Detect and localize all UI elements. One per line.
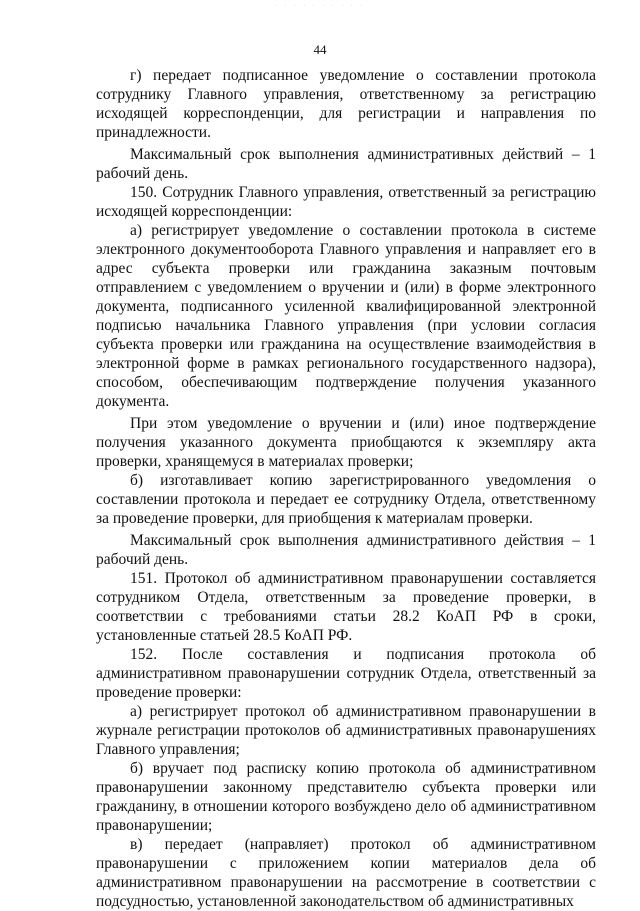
paragraph-deadline-2: Максимальный срок выполнения административного действия – 1 рабочий день. [96,532,596,568]
paragraph-152-a: а) регистрирует протокол об административном правонарушении в журнале регистрации протоколов об административных правонарушениях Главного управления; [96,703,596,758]
paragraph-152: 152. После составления и подписания протокола об административном правонарушении сотрудник Отдела, ответственный за проведение проверки: [96,646,596,701]
paragraph-150-b: б) изготавливает копию зарегистрированного уведомления о составлении протокола и передает ее сотруднику Отдела, ответственному за проведение проверки, для приобщения к материалам проверки. [96,472,596,527]
paragraph-g-sends-notice: г) передает подписанное уведомление о составлении протокола сотруднику Главного управления, ответственному за регистрацию исходящей корреспонденции, для регистрации и направления по принадлежности. [96,67,596,141]
scan-artifact: · · · · · · · · · · [274,3,366,9]
document-body [96,66,596,911]
paragraph-151: 151. Протокол об административном правонарушении составляется сотрудником Отдела, ответственным за проведение проверки, в соответствии с требованиями статьи 28.2 КоАП РФ в сроки, установленные статьей 28.5 КоАП РФ. [96,570,596,644]
paragraph-152-v: в) передает (направляет) протокол об административном правонарушении с приложением копии материалов дела об административном правонарушении на рассмотрение в соответствии с подсудностью, установленной законодательством об административных [96,836,596,910]
paragraph-deadline-1: Максимальный срок выполнения административных действий – 1 рабочий день. [96,146,596,182]
paragraph-152-b: б) вручает под расписку копию протокола об административном правонарушении законному представителю субъекта проверки или гражданину, в отношении которого возбуждено дело об административном правонарушении; [96,760,596,834]
paragraph-150: 150. Сотрудник Главного управления, ответственный за регистрацию исходящей корреспонденции: [96,184,596,220]
paragraph-150-a: а) регистрирует уведомление о составлении протокола в системе электронного документооборота Главного управления и направляет его в адрес субъекта проверки или гражданина заказным почтовым отправлением с уведомлением о вручении и (или) в форме электронного документа, подписанного усиленной квалифицированной электронной подписью начальника Главного управления (при условии согласия субъекта проверки или гражданина на осуществление взаимодействия в электронной форме в рамках регионального государственного надзора), способом, обеспечивающим подтверждение получения указанного документа. [96,222,596,410]
page-number: 44 [313,42,327,57]
paragraph-150-delivery-confirmation: При этом уведомление о вручении и (или) иное подтверждение получения указанного документа приобщаются к экземпляру акта проверки, хранящемуся в материалах проверки; [96,415,596,470]
